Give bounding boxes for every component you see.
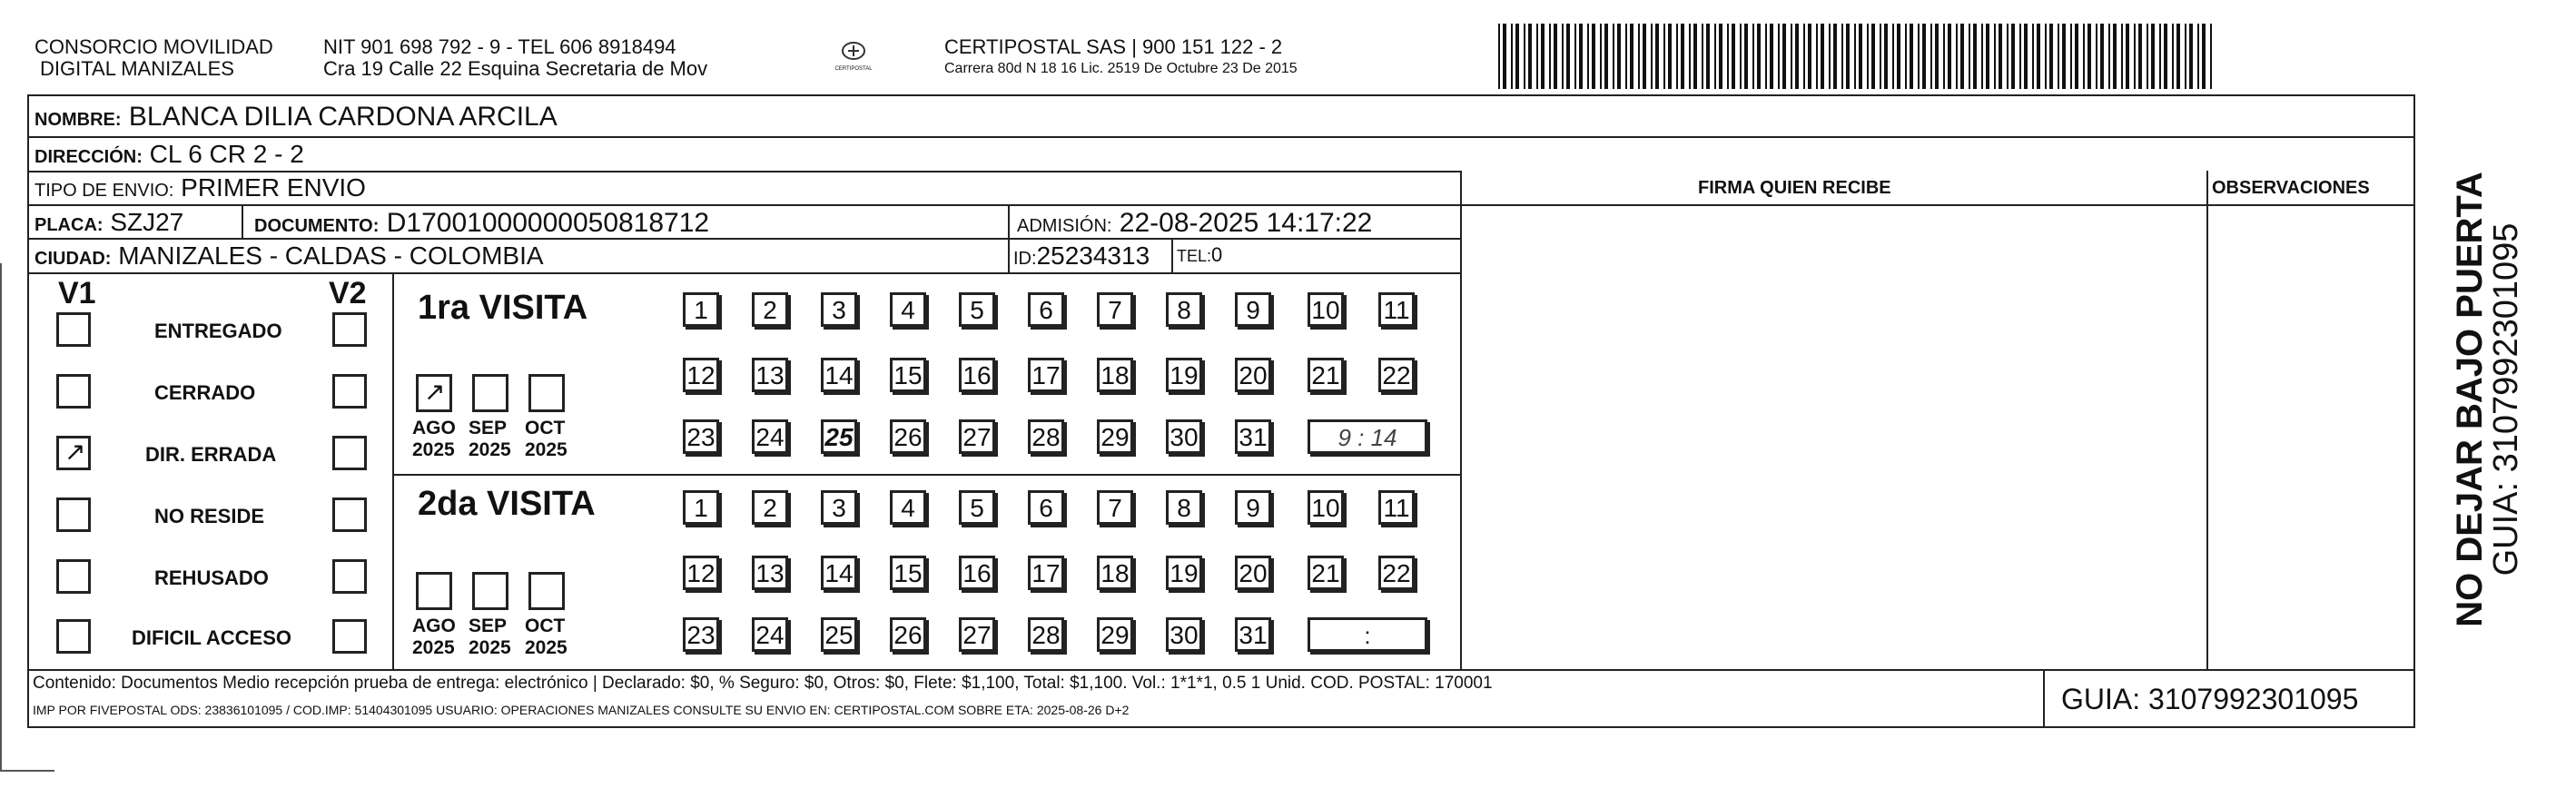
status-label: DIFICIL ACCESO [132, 626, 292, 649]
day-box[interactable]: 3 [821, 292, 857, 327]
month-label: OCT [525, 418, 566, 438]
ciudad-label: CIUDAD: [35, 249, 112, 269]
status-label: CERRADO [154, 381, 256, 404]
day-box[interactable]: 18 [1097, 556, 1133, 590]
id-field [1013, 241, 1150, 271]
v2-checkbox[interactable] [332, 312, 367, 347]
courier-logo-icon [840, 40, 867, 62]
tel-field [1177, 243, 1222, 267]
day-box[interactable]: 12 [683, 556, 719, 590]
day-box[interactable]: 21 [1308, 556, 1344, 590]
v1-checkbox[interactable] [56, 312, 91, 347]
v1-checkbox[interactable] [56, 619, 91, 654]
day-box[interactable]: 30 [1166, 419, 1202, 454]
month-checkbox-1[interactable] [472, 374, 508, 412]
day-box[interactable]: 14 [821, 556, 857, 590]
contenido-text: Contenido: Documentos Medio recepción prueba de entrega: electrónico | Declarado: $0, % Seguro: $0, Otros: $0, Flete: $1,100, Total: $1,100. Vol.: 1*1*1, 0.5 1 Unid. COD. POSTAL: 170001 [33, 674, 1493, 693]
day-box[interactable]: 7 [1097, 292, 1133, 327]
nombre-label: NOMBRE: [35, 110, 122, 130]
status-label: NO RESIDE [154, 505, 265, 527]
day-box[interactable]: 22 [1378, 358, 1415, 392]
courier-details [944, 36, 1298, 80]
barcode [1498, 24, 2216, 89]
first-visit-title: 1ra VISITA [418, 289, 588, 327]
month-label: AGO [412, 418, 456, 438]
day-box[interactable]: 11 [1378, 490, 1415, 525]
day-box[interactable]: 2 [752, 292, 788, 327]
v1-check-mark: ↗ [64, 438, 86, 466]
day-box[interactable]: 4 [890, 490, 926, 525]
day-box[interactable]: 14 [821, 358, 857, 392]
second-visit-time-field[interactable]: : [1308, 617, 1427, 652]
day-box[interactable]: 19 [1166, 556, 1202, 590]
day-box[interactable]: 17 [1028, 556, 1064, 590]
day-box[interactable]: 30 [1166, 617, 1202, 652]
documento-label: DOCUMENTO: [254, 216, 380, 236]
day-box[interactable]: 9 [1235, 292, 1271, 327]
day-box[interactable]: 31 [1235, 617, 1271, 652]
month-label: AGO [412, 616, 456, 636]
month-checkbox-1[interactable] [472, 572, 508, 610]
nombre-row [35, 102, 558, 133]
day-box[interactable]: 15 [890, 556, 926, 590]
v2-checkbox[interactable] [332, 619, 367, 654]
year-label: 2025 [525, 637, 568, 658]
day-box[interactable]: 13 [752, 358, 788, 392]
day-box[interactable]: 12 [683, 358, 719, 392]
direccion-label: DIRECCIÓN: [35, 147, 143, 167]
side-text [2452, 172, 2524, 627]
day-box[interactable]: 8 [1166, 490, 1202, 525]
v2-checkbox[interactable] [332, 497, 367, 532]
form-frame [27, 94, 2415, 728]
month-checkbox-2[interactable] [528, 374, 565, 412]
guia-box-text: GUIA: 3107992301095 [2061, 683, 2359, 715]
company-details [323, 36, 707, 80]
v2-checkbox[interactable] [332, 559, 367, 594]
documento-value: D17001000000050818712 [386, 208, 710, 238]
day-box[interactable]: 29 [1097, 419, 1133, 454]
admision-value: 22-08-2025 14:17:22 [1119, 208, 1373, 238]
day-box[interactable]: 16 [959, 556, 995, 590]
company-line-2: DIGITAL MANIZALES [40, 57, 234, 80]
year-label: 2025 [469, 439, 511, 460]
v1-checkbox[interactable] [56, 559, 91, 594]
id-label: ID: [1013, 249, 1037, 269]
firma-header: FIRMA QUIEN RECIBE [1698, 178, 1891, 198]
tel-label: TEL: [1177, 247, 1212, 265]
company-line-1: CONSORCIO MOVILIDAD [35, 35, 273, 58]
id-value: 25234313 [1036, 241, 1150, 270]
month-label: OCT [525, 616, 566, 636]
month-label: SEP [469, 616, 508, 636]
day-box[interactable]: 10 [1308, 490, 1344, 525]
day-box[interactable]: 11 [1378, 292, 1415, 327]
day-box[interactable]: 8 [1166, 292, 1202, 327]
nit-line: NIT 901 698 792 - 9 - TEL 606 8918494 [323, 35, 676, 58]
day-box[interactable]: 15 [890, 358, 926, 392]
v1-header: V1 [58, 276, 96, 310]
day-box[interactable]: 22 [1378, 556, 1415, 590]
nombre-value: BLANCA DILIA CARDONA ARCILA [128, 102, 558, 132]
direccion-value: CL 6 CR 2 - 2 [149, 140, 304, 168]
tipo-envio-row [35, 173, 366, 202]
day-box[interactable]: 27 [959, 419, 995, 454]
observaciones-header: OBSERVACIONES [2212, 178, 2370, 198]
day-box[interactable]: 23 [683, 419, 719, 454]
day-box[interactable]: 5 [959, 292, 995, 327]
barcode-bars [1498, 24, 2216, 89]
placa-value: SZJ27 [110, 208, 184, 236]
admision-label: ADMISIÓN: [1017, 216, 1112, 236]
day-box[interactable]: 19 [1166, 358, 1202, 392]
address-line: Cra 19 Calle 22 Esquina Secretaria de Mov [323, 57, 708, 80]
courier-logo [826, 40, 881, 72]
day-box[interactable]: 7 [1097, 490, 1133, 525]
day-box[interactable]: 28 [1028, 419, 1064, 454]
v2-checkbox[interactable] [332, 436, 367, 470]
company-name [35, 36, 273, 80]
month-check-mark: ↗ [424, 378, 446, 406]
day-box[interactable]: 20 [1235, 556, 1271, 590]
admision-field [1017, 208, 1372, 239]
ciudad-value: MANIZALES - CALDAS - COLOMBIA [118, 241, 544, 270]
day-box[interactable]: 16 [959, 358, 995, 392]
month-checkbox-2[interactable] [528, 572, 565, 610]
documento-field [254, 208, 709, 239]
tel-value: 0 [1211, 243, 1223, 266]
day-box[interactable]: 24 [752, 419, 788, 454]
day-box[interactable]: 1 [683, 292, 719, 327]
day-box[interactable]: 5 [959, 490, 995, 525]
day-box[interactable]: 6 [1028, 292, 1064, 327]
year-label: 2025 [469, 637, 511, 658]
day-box[interactable]: 25 [821, 419, 857, 454]
day-box[interactable]: 24 [752, 617, 788, 652]
day-box[interactable]: 3 [821, 490, 857, 525]
v1-checkbox[interactable] [56, 497, 91, 532]
day-box[interactable]: 21 [1308, 358, 1344, 392]
day-box[interactable]: 29 [1097, 617, 1133, 652]
day-box[interactable]: 31 [1235, 419, 1271, 454]
direccion-row [35, 140, 304, 169]
day-box[interactable]: 28 [1028, 617, 1064, 652]
first-visit-time-field[interactable]: 9 : 14 [1308, 419, 1427, 454]
day-box[interactable]: 18 [1097, 358, 1133, 392]
day-box[interactable]: 26 [890, 419, 926, 454]
day-box[interactable]: 27 [959, 617, 995, 652]
day-box[interactable]: 1 [683, 490, 719, 525]
placa-field [35, 208, 183, 237]
day-box[interactable]: 26 [890, 617, 926, 652]
day-box[interactable]: 25 [821, 617, 857, 652]
courier-line-2: Carrera 80d N 18 16 Lic. 2519 De Octubre 23 De 2015 [944, 61, 1298, 76]
day-box[interactable]: 6 [1028, 490, 1064, 525]
v2-checkbox[interactable] [332, 374, 367, 409]
month-checkbox-0[interactable] [416, 374, 452, 412]
status-label: ENTREGADO [154, 320, 282, 342]
imp-text: IMP POR FIVEPOSTAL ODS: 23836101095 / COD.IMP: 51404301095 USUARIO: OPERACIONES MANIZALES CONSULTE SU ENVIO EN: CERTIPOSTAL.COM SOBRE ETA: 2025-08-26 D+2 [33, 703, 1130, 717]
year-label: 2025 [412, 439, 455, 460]
side-guia-text: GUIA: 3107992301095 [2487, 222, 2525, 576]
day-box[interactable]: 17 [1028, 358, 1064, 392]
month-checkbox-0[interactable] [416, 572, 452, 610]
tipo-envio-value: PRIMER ENVIO [181, 173, 366, 202]
month-label: SEP [469, 418, 508, 438]
status-label: DIR. ERRADA [145, 443, 277, 466]
year-label: 2025 [525, 439, 568, 460]
day-box[interactable]: 23 [683, 617, 719, 652]
day-box[interactable]: 20 [1235, 358, 1271, 392]
no-dejar-text: NO DEJAR BAJO PUERTA [2450, 172, 2490, 627]
ciudad-field [35, 241, 544, 271]
day-box[interactable]: 10 [1308, 292, 1344, 327]
tipo-envio-label: TIPO DE ENVIO: [35, 181, 174, 201]
year-label: 2025 [412, 637, 455, 658]
placa-label: PLACA: [35, 215, 104, 235]
logo-text: CERTIPOSTAL [834, 66, 873, 72]
v1-checkbox[interactable] [56, 374, 91, 409]
day-box[interactable]: 4 [890, 292, 926, 327]
second-visit-title: 2da VISITA [418, 485, 596, 523]
courier-line-1: CERTIPOSTAL SAS | 900 151 122 - 2 [944, 35, 1283, 58]
day-box[interactable]: 2 [752, 490, 788, 525]
v2-header: V2 [329, 276, 367, 310]
status-label: REHUSADO [154, 566, 269, 589]
day-box[interactable]: 9 [1235, 490, 1271, 525]
day-box[interactable]: 13 [752, 556, 788, 590]
v1-checkbox[interactable] [56, 436, 91, 470]
